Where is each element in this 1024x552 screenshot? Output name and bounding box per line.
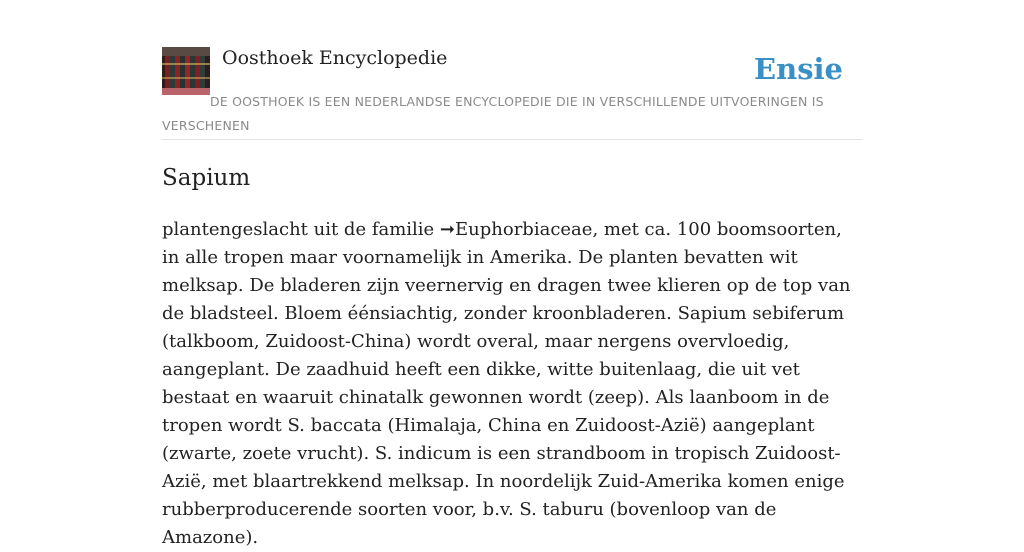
encyclopedia-books-icon xyxy=(162,47,210,95)
source-name-link[interactable]: Oosthoek Encyclopedie xyxy=(222,47,448,69)
source-avatar[interactable] xyxy=(162,47,210,95)
article-body xyxy=(162,216,864,552)
cross-reference-link[interactable] xyxy=(440,219,593,240)
ensie-logo[interactable]: Ensie xyxy=(754,52,843,86)
article-text-start: plantengeslacht uit de familie xyxy=(162,219,440,240)
source-header xyxy=(162,46,862,140)
article-title: Sapium xyxy=(162,165,251,191)
cross-reference-label: Euphorbiaceae xyxy=(455,219,593,240)
article-text-rest: , met ca. 100 boomsoorten, in alle tropen maar voornamelijk in Amerika. De planten bevatten wit melksap. De bladeren zijn veernervig en dragen twee klieren op de top van de bladsteel. Bloem éénsiachtig, zonder kroonbladeren. Sapium sebiferum (talkboom, Zuidoost-China) wordt overal, maar nergens overvloedig, aangeplant. De zaadhuid heeft een dikke, witte buitenlaag, die uit vet bestaat en waaruit chinatalk gewonnen wordt (zeep). Als laanboom in de tropen wordt S. baccata (Himalaja, China en Zuidoost-Azië) aangeplant (zwarte, zoete vrucht). S. indicum is een strandboom in tropisch Zuidoost-Azië, met blaartrekkend melksap. In noordelijk Zuid-Amerika komen enige rubberproducerende soorten voor, b.v. S. taburu (bovenloop van de Amazone). xyxy=(162,219,851,548)
header-divider xyxy=(162,139,862,140)
source-tagline: DE OOSTHOEK IS EEN NEDERLANDSE ENCYCLOPEDIE DIE IN VERSCHILLENDE UITVOERINGEN IS VERSCHENEN xyxy=(162,94,824,133)
arrow-right-icon: ➞ xyxy=(439,219,456,240)
